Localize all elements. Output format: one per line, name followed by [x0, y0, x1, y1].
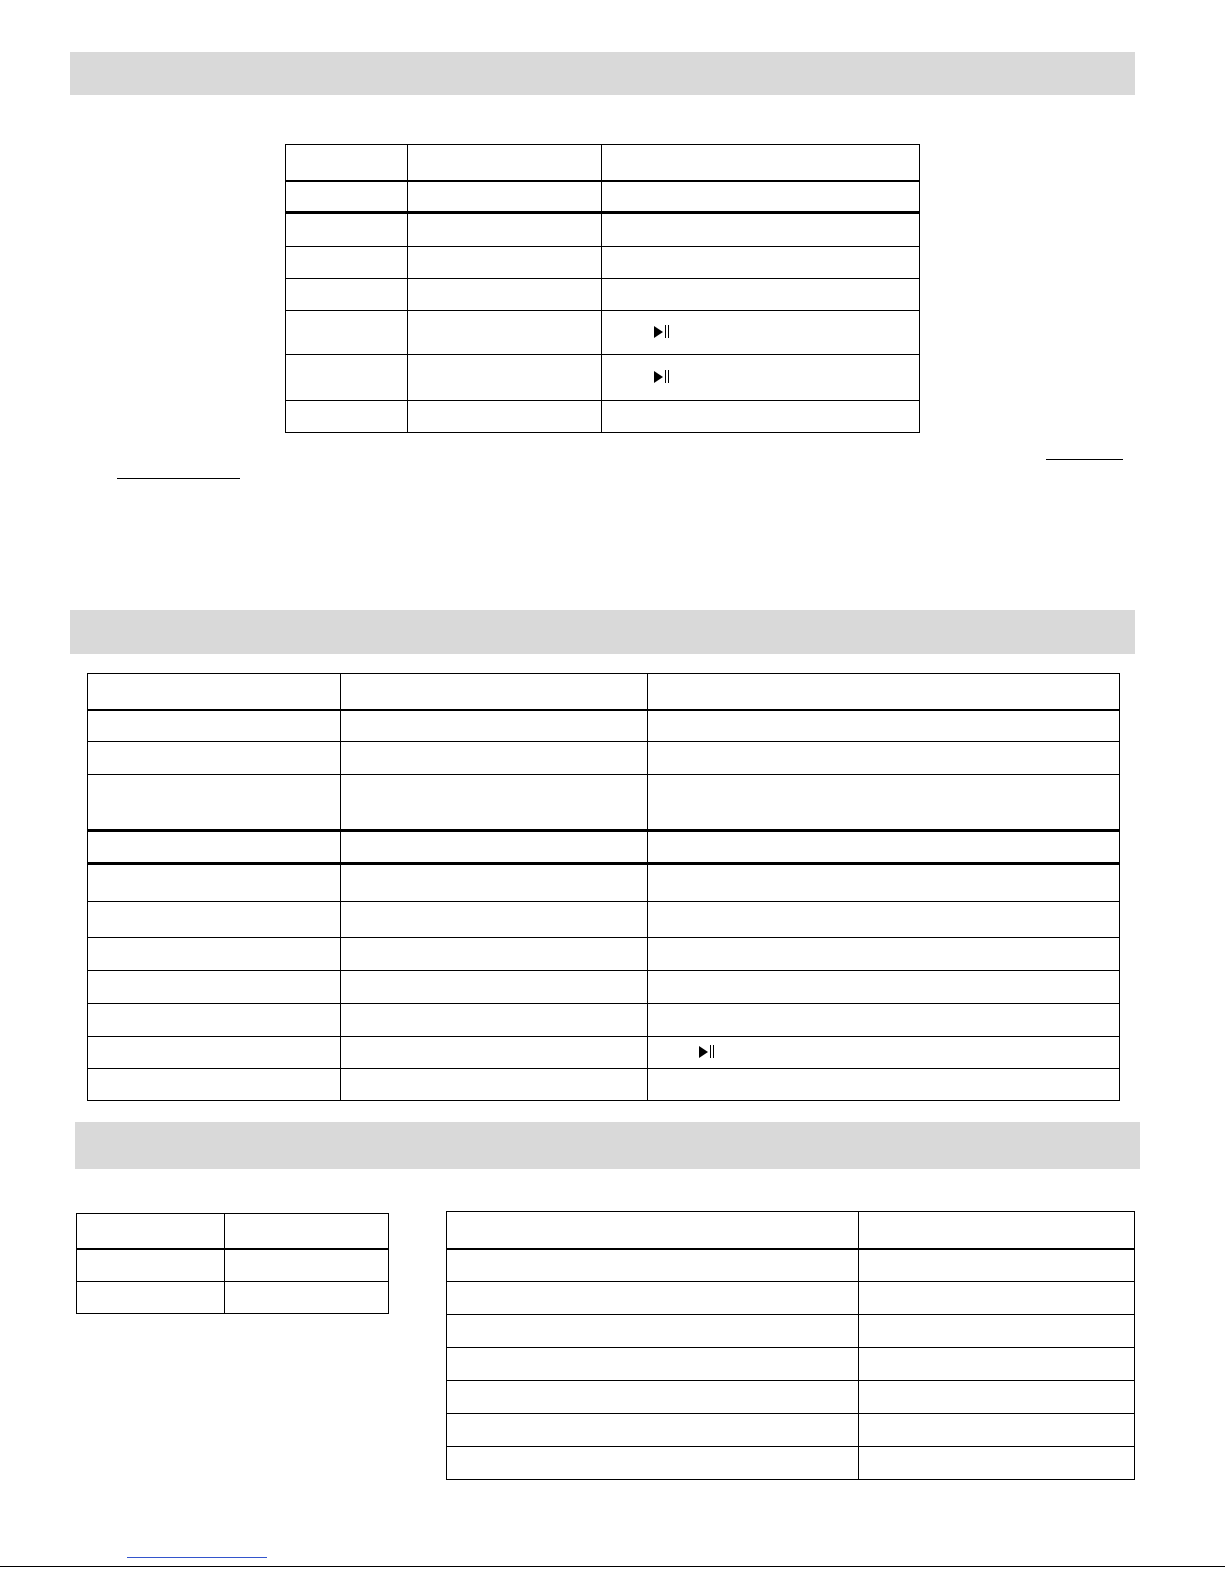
underline-segment	[117, 478, 240, 479]
table-row	[88, 775, 1120, 831]
table-2	[87, 673, 1120, 1101]
table-row	[88, 831, 1120, 864]
underline-segment	[1046, 459, 1123, 460]
section-header-bar-2	[70, 610, 1135, 654]
table-row	[88, 1037, 1120, 1069]
table-row	[77, 1282, 389, 1314]
table-row	[88, 864, 1120, 902]
table-row	[447, 1249, 1135, 1282]
footer-link-underline[interactable]	[127, 1557, 267, 1558]
table-row	[447, 1414, 1135, 1447]
table-header-row	[447, 1212, 1135, 1249]
play-pause-icon	[699, 1045, 714, 1058]
table-row	[88, 1004, 1120, 1037]
section-header-bar-1	[70, 52, 1135, 95]
table-row	[286, 213, 920, 247]
table-row	[286, 311, 920, 355]
table-row	[286, 247, 920, 279]
table-row	[447, 1447, 1135, 1480]
table-row	[447, 1282, 1135, 1315]
table-row	[88, 902, 1120, 938]
section-header-bar-3	[75, 1122, 1140, 1169]
table-row	[88, 742, 1120, 775]
table-row	[286, 279, 920, 311]
table-row	[286, 355, 920, 401]
table-header-row	[77, 1214, 389, 1249]
table-row	[447, 1315, 1135, 1348]
table-row	[88, 971, 1120, 1004]
table-header-row	[286, 145, 920, 181]
table-header-row	[88, 674, 1120, 710]
table-row	[88, 938, 1120, 971]
table-row	[286, 401, 920, 433]
table-row	[88, 1069, 1120, 1101]
table-row	[447, 1348, 1135, 1381]
footer-rule	[0, 1566, 1225, 1567]
table-row	[77, 1249, 389, 1282]
table-row	[447, 1381, 1135, 1414]
play-pause-icon	[654, 325, 669, 338]
table-row	[88, 710, 1120, 742]
table-1	[285, 144, 920, 433]
table-4	[446, 1211, 1135, 1480]
table-row	[286, 181, 920, 213]
table-3	[76, 1213, 389, 1314]
play-pause-icon	[654, 370, 669, 383]
